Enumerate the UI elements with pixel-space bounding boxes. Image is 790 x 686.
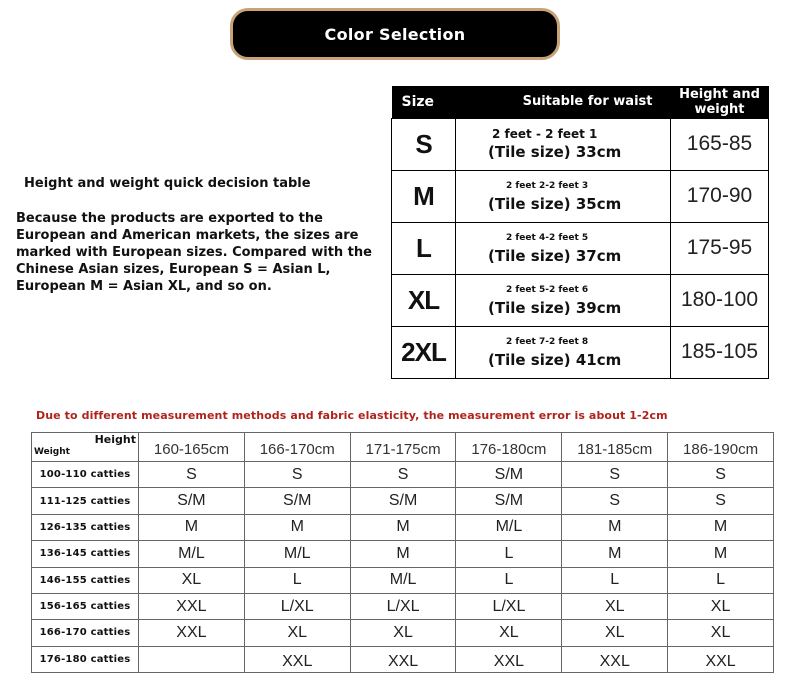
size-recommendation: M	[350, 541, 456, 567]
color-selection-banner[interactable]	[230, 8, 560, 60]
waist-feet: 2 feet 7-2 feet 8	[506, 337, 589, 347]
size-recommendation: S	[668, 462, 774, 488]
size-recommendation: L	[456, 541, 562, 567]
size-label: L	[392, 222, 456, 274]
header-height-weight: Height and weight	[679, 86, 760, 117]
corner-weight-label: Weight	[34, 447, 70, 457]
size-recommendation: S	[668, 488, 774, 514]
weight-label: 136-145 catties	[32, 541, 139, 567]
size-recommendation: XXL	[139, 620, 245, 646]
size-recommendation: S/M	[456, 462, 562, 488]
weight-label: 111-125 catties	[32, 488, 139, 514]
header-size: Size	[401, 93, 435, 110]
size-recommendation: L	[244, 567, 350, 593]
size-table	[391, 86, 769, 379]
size-recommendation: S	[562, 488, 668, 514]
size-recommendation: S/M	[350, 488, 456, 514]
weight-label: 100-110 catties	[32, 462, 139, 488]
size-recommendation: M	[668, 514, 774, 540]
height-column-header: 166-170cm	[244, 433, 350, 462]
size-row	[392, 326, 769, 378]
weight-label: 176-180 catties	[32, 646, 139, 672]
header-waist: Suitable for waist	[522, 94, 653, 110]
size-recommendation: M/L	[244, 541, 350, 567]
size-recommendation	[139, 646, 245, 672]
size-recommendation: M	[244, 514, 350, 540]
height-column-header: 186-190cm	[668, 433, 774, 462]
waist-cell	[456, 118, 671, 170]
height-weight-value: 180-100	[671, 274, 769, 326]
weight-label: 156-165 catties	[32, 593, 139, 619]
size-recommendation: XXL	[139, 593, 245, 619]
size-recommendation: XL	[456, 620, 562, 646]
waist-cell	[456, 326, 671, 378]
size-label: XL	[392, 274, 456, 326]
chart-row	[32, 462, 774, 488]
size-table-header	[392, 86, 769, 118]
size-recommendation: M	[668, 541, 774, 567]
size-recommendation: S/M	[244, 488, 350, 514]
size-recommendation: XL	[562, 593, 668, 619]
chart-header-row	[32, 433, 774, 462]
chart-row	[32, 488, 774, 514]
waist-feet: 2 feet 5-2 feet 6	[506, 285, 589, 295]
chart-corner	[32, 433, 139, 462]
height-weight-value: 165-85	[671, 118, 769, 170]
chart-row	[32, 620, 774, 646]
height-weight-value: 170-90	[671, 170, 769, 222]
height-column-header: 176-180cm	[456, 433, 562, 462]
size-recommendation: XXL	[456, 646, 562, 672]
waist-feet: 2 feet 2-2 feet 3	[506, 181, 589, 191]
size-recommendation: XXL	[244, 646, 350, 672]
size-row	[392, 170, 769, 222]
waist-cell	[456, 170, 671, 222]
size-recommendation: L/XL	[350, 593, 456, 619]
size-recommendation: S	[244, 462, 350, 488]
chart-row	[32, 541, 774, 567]
size-recommendation: XL	[562, 620, 668, 646]
size-recommendation: XL	[139, 567, 245, 593]
size-recommendation: S/M	[139, 488, 245, 514]
waist-tile-size: (Tile size) 35cm	[488, 195, 622, 213]
size-recommendation: XXL	[668, 646, 774, 672]
size-explanation: Because the products are exported to the European and American markets, the sizes are marked with European sizes. Compared with the Chinese Asian sizes, European S = Asian L, European M = Asian XL, and so on.	[16, 211, 372, 294]
weight-label: 126-135 catties	[32, 514, 139, 540]
size-row	[392, 222, 769, 274]
waist-tile-size: (Tile size) 39cm	[488, 299, 622, 317]
height-weight-value: 175-95	[671, 222, 769, 274]
size-label: 2XL	[392, 326, 456, 378]
size-recommendation: S	[139, 462, 245, 488]
size-recommendation: L	[562, 567, 668, 593]
waist-cell	[456, 222, 671, 274]
waist-feet: 2 feet 4-2 feet 5	[506, 233, 589, 243]
size-recommendation: XXL	[350, 646, 456, 672]
height-column-header: 171-175cm	[350, 433, 456, 462]
chart-body	[32, 462, 774, 673]
waist-feet: 2 feet - 2 feet 1	[492, 127, 598, 141]
waist-tile-size: (Tile size) 41cm	[488, 351, 622, 369]
chart-row	[32, 567, 774, 593]
size-recommendation: M/L	[139, 541, 245, 567]
size-recommendation: M	[562, 541, 668, 567]
height-weight-value: 185-105	[671, 326, 769, 378]
chart-row	[32, 593, 774, 619]
banner-label: Color Selection	[324, 24, 466, 44]
size-recommendation: XL	[350, 620, 456, 646]
size-recommendation: M/L	[456, 514, 562, 540]
size-label: M	[392, 170, 456, 222]
size-label: S	[392, 118, 456, 170]
measurement-error-note: Due to different measurement methods and fabric elasticity, the measurement error is about 1-2cm	[36, 409, 668, 422]
weight-label: 166-170 catties	[32, 620, 139, 646]
chart-row	[32, 646, 774, 672]
size-recommendation: M	[562, 514, 668, 540]
weight-label: 146-155 catties	[32, 567, 139, 593]
size-recommendation: XL	[244, 620, 350, 646]
size-recommendation: M	[350, 514, 456, 540]
waist-tile-size: (Tile size) 37cm	[488, 247, 622, 265]
chart-row	[32, 514, 774, 540]
size-recommendation: L/XL	[244, 593, 350, 619]
size-recommendation: S/M	[456, 488, 562, 514]
height-column-header: 160-165cm	[139, 433, 245, 462]
quick-decision-title: Height and weight quick decision table	[24, 176, 311, 191]
size-row	[392, 274, 769, 326]
height-column-header: 181-185cm	[562, 433, 668, 462]
corner-height-label: Height	[94, 433, 136, 446]
size-recommendation: L/XL	[456, 593, 562, 619]
size-row	[392, 118, 769, 170]
size-recommendation: M	[139, 514, 245, 540]
size-recommendation: XL	[668, 620, 774, 646]
waist-cell	[456, 274, 671, 326]
size-recommendation: M/L	[350, 567, 456, 593]
size-recommendation: L	[668, 567, 774, 593]
size-recommendation: S	[350, 462, 456, 488]
height-weight-chart	[31, 432, 774, 673]
size-recommendation: XL	[668, 593, 774, 619]
size-recommendation: L	[456, 567, 562, 593]
size-recommendation: XXL	[562, 646, 668, 672]
size-recommendation: S	[562, 462, 668, 488]
waist-tile-size: (Tile size) 33cm	[488, 143, 622, 161]
